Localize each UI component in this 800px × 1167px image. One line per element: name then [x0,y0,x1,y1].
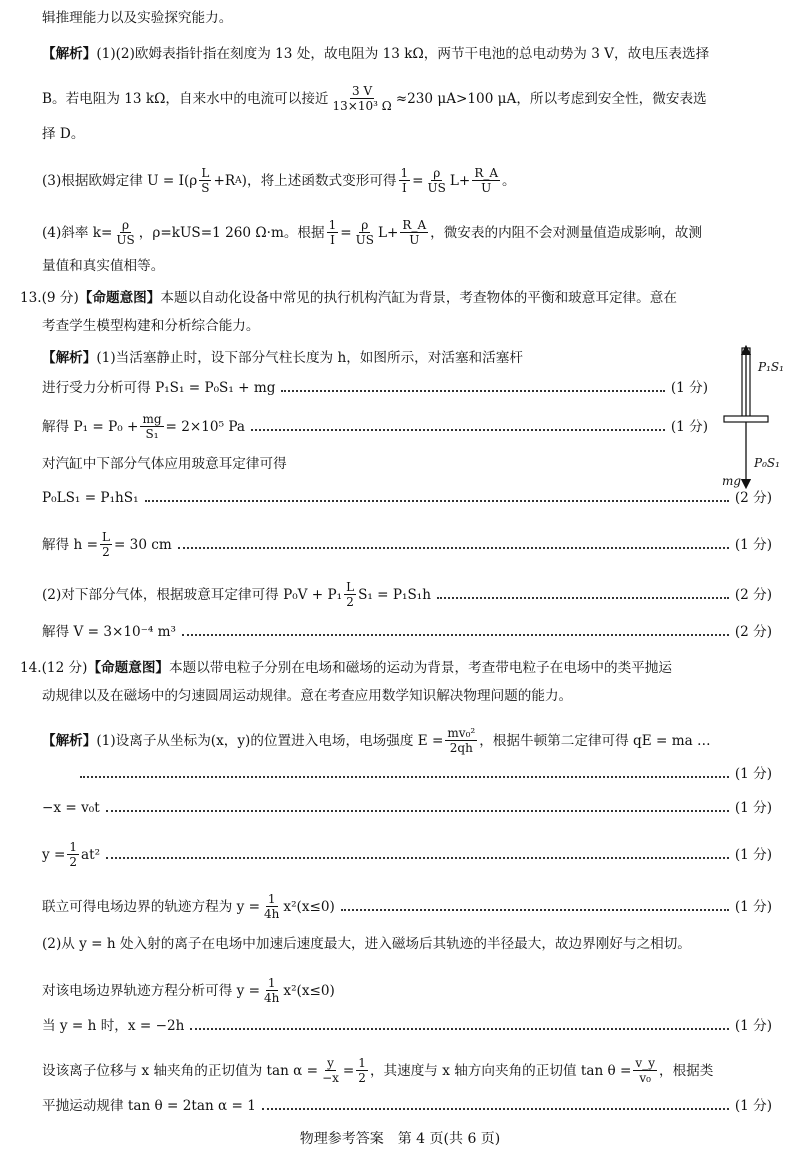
fraction: $\frac{1}{2}$ [69,840,78,869]
text-line: 考查学生模型构建和分析综合能力。 [42,318,260,334]
text-line: (2)从 y = h 处入射的离子在电场中加速后速度最大，进入磁场后其轨迹的半径最大，故边界刚好与之相切。 [42,936,691,952]
score: (1 分) [734,800,772,816]
score: (1 分) [734,846,772,863]
analysis-12-line-2: B。若电阻为 13 kΩ，自来水中的电流可以接近 $\frac{3 V}{\text{13×10³ Ω}}$ ≈230 μA>100 μA，所以考虑到安全性，微安表选 [42,84,707,113]
equation-line: 平抛运动规律 tan θ = 2tan α = 1 (1 分) [42,1098,772,1114]
piston-plate [724,416,768,422]
equation-line: 联立可得电场边界的轨迹方程为 y = $\frac{1}{4h}$ x²(x≤0) (1 分) [42,892,772,921]
fraction: $\frac{L}{S}$ [201,166,210,195]
score: (2 分) [734,586,772,603]
equation-line: y = $\frac{1}{2}$ at² (1 分) [42,840,772,869]
text-line: 对该电场边界轨迹方程分析可得 y = $\frac{1}{4h}$ x²(x≤0) [42,976,335,1005]
score: (1 分) [670,380,708,396]
analysis-12-part-4: (4)斜率 k= $\frac{\rho}{US}$ ，ρ=kUS=1 260 Ω·m。根据 $\frac{1}{I}$ = $\frac{\rho}{US}$ L+ $\frac{R\_A}{U}$ ，微安表的内阻不会对测量值造成影响，故测 [42,218,702,247]
fraction: $\frac{3 V}{\text{13×10³ Ω}}$ [332,84,392,113]
score: (1 分) [734,536,772,553]
fraction: $\frac{1}{2}$ [358,1056,366,1085]
equation-line: −x = v₀t (1 分) [42,800,772,816]
equation-line: 解得 P₁ = P₀ + $\frac{mg}{\text{S₁}}$ = 2×10⁵ Pa (1 分) [42,412,708,441]
score: (2 分) [734,624,772,640]
fraction: $\frac{R\_A}{U}$ [474,166,499,195]
intent-tag: 【命题意图】 [78,290,161,306]
analysis-tag: 【解析】 [42,732,97,749]
equation-line: 进行受力分析可得 P₁S₁ = P₀S₁ + mg (1 分) [42,380,708,396]
fraction: $\frac{L}{2}$ [101,530,110,559]
score: (1 分) [734,1018,772,1034]
question-13-header: 13.(9 分) 【命题意图】 本题以自动化设备中常见的执行机构汽缸为背景，考查物体的平衡和玻意耳定律。意在 [20,290,677,306]
piston-force-diagram [716,342,786,492]
text-line: 辑推理能力以及实验探究能力。 [42,10,233,26]
score: (2 分) [734,490,772,506]
score: (1 分) [734,1098,772,1114]
equation-line: 解得 h = $\frac{L}{2}$ = 30 cm (1 分) [42,530,772,559]
fraction: $\frac{\rho}{US}$ [427,166,446,195]
analysis-13-line-1: 【解析】 (1)当活塞静止时，设下部分气柱长度为 h，如图所示，对活塞和活塞杆 [42,350,523,366]
score: (1 分) [734,898,772,915]
equation-line: P₀LS₁ = P₁hS₁ (2 分) [42,490,772,506]
fraction: $\frac{R\_A}{U}$ [402,218,427,247]
fraction: $\frac{1}{I}$ [328,218,337,247]
fraction: $\frac{\rho}{US}$ [116,218,135,247]
page-footer: 物理参考答案 第 4 页(共 6 页) [299,1131,501,1147]
fraction: $\frac{v\_y}{\text{v₀}}$ [635,1056,655,1085]
equation-line: (2)对下部分气体，根据玻意耳定律可得 P₀V + P₁ $\frac{L}{2}$ S₁ = P₁S₁h (2 分) [42,580,772,609]
label-p0s1: P₀S₁ [754,456,780,470]
question-14-header: 14.(12 分) 【命题意图】 本题以带电粒子分别在电场和磁场的运动为背景，考查带电粒子在电场中的类平抛运 [20,660,672,676]
label-mg: mg [722,474,742,488]
fraction: $\frac{1}{4h}$ [264,976,280,1005]
text-line: 择 D。 [42,126,85,142]
label-p1s1: P₁S₁ [758,360,784,374]
text-line: 设该离子位移与 x 轴夹角的正切值为 tan α = $\frac{y}{-x}$ = $\frac{1}{2}$ ，其速度与 x 轴方向夹角的正切值 tan θ = $\frac{v\_y}{\text{v₀}}$ ，根据类 [42,1056,714,1085]
analysis-12-part-3: (3)根据欧姆定律 U = I(ρ $\frac{L}{S}$ +R A )，将上述函数式变形可得 $\frac{1}{I}$ = $\frac{\rho}{US}$ L+ $\frac{R\_A}{U}$ 。 [42,166,516,195]
fraction: $\frac{mg}{\text{S₁}}$ [142,412,162,441]
fraction: $\frac{1}{4h}$ [264,892,280,921]
score: (1 分) [734,766,772,782]
text-line: 动规律以及在磁场中的匀速圆周运动规律。意在考查应用数学知识解决物理问题的能力。 [42,688,573,704]
equation-line: 解得 V = 3×10⁻⁴ m³ (2 分) [42,624,772,640]
fraction: $\frac{\text{mv₀²}}{2qh}$ [447,726,476,755]
analysis-12-line-1: 【解析】 (1)(2)欧姆表指针指在刻度为 13 处，故电阻为 13 kΩ，两节干电池的总电动势为 3 V，故电压表选择 [42,46,710,62]
analysis-tag: 【解析】 [42,46,97,62]
fraction: $\frac{1}{I}$ [400,166,409,195]
text-line: 量值和真实值相等。 [42,258,165,274]
equation-line [80,764,772,784]
fraction: $\frac{y}{-x}$ [322,1056,339,1085]
score: (1 分) [670,418,708,435]
intent-tag: 【命题意图】 [87,660,170,676]
fraction: $\frac{L}{2}$ [346,580,355,609]
fraction: $\frac{\rho}{US}$ [355,218,374,247]
analysis-14-line-1: 【解析】 (1)设离子从坐标为(x，y)的位置进入电场，电场强度 E = $\frac{\text{mv₀²}}{2qh}$ ，根据牛顿第二定律可得 qE = ma … [42,726,711,755]
text-line: 对汽缸中下部分气体应用玻意耳定律可得 [42,456,287,472]
analysis-tag: 【解析】 [42,350,97,366]
equation-line: 当 y = h 时，x = −2h (1 分) [42,1018,772,1034]
